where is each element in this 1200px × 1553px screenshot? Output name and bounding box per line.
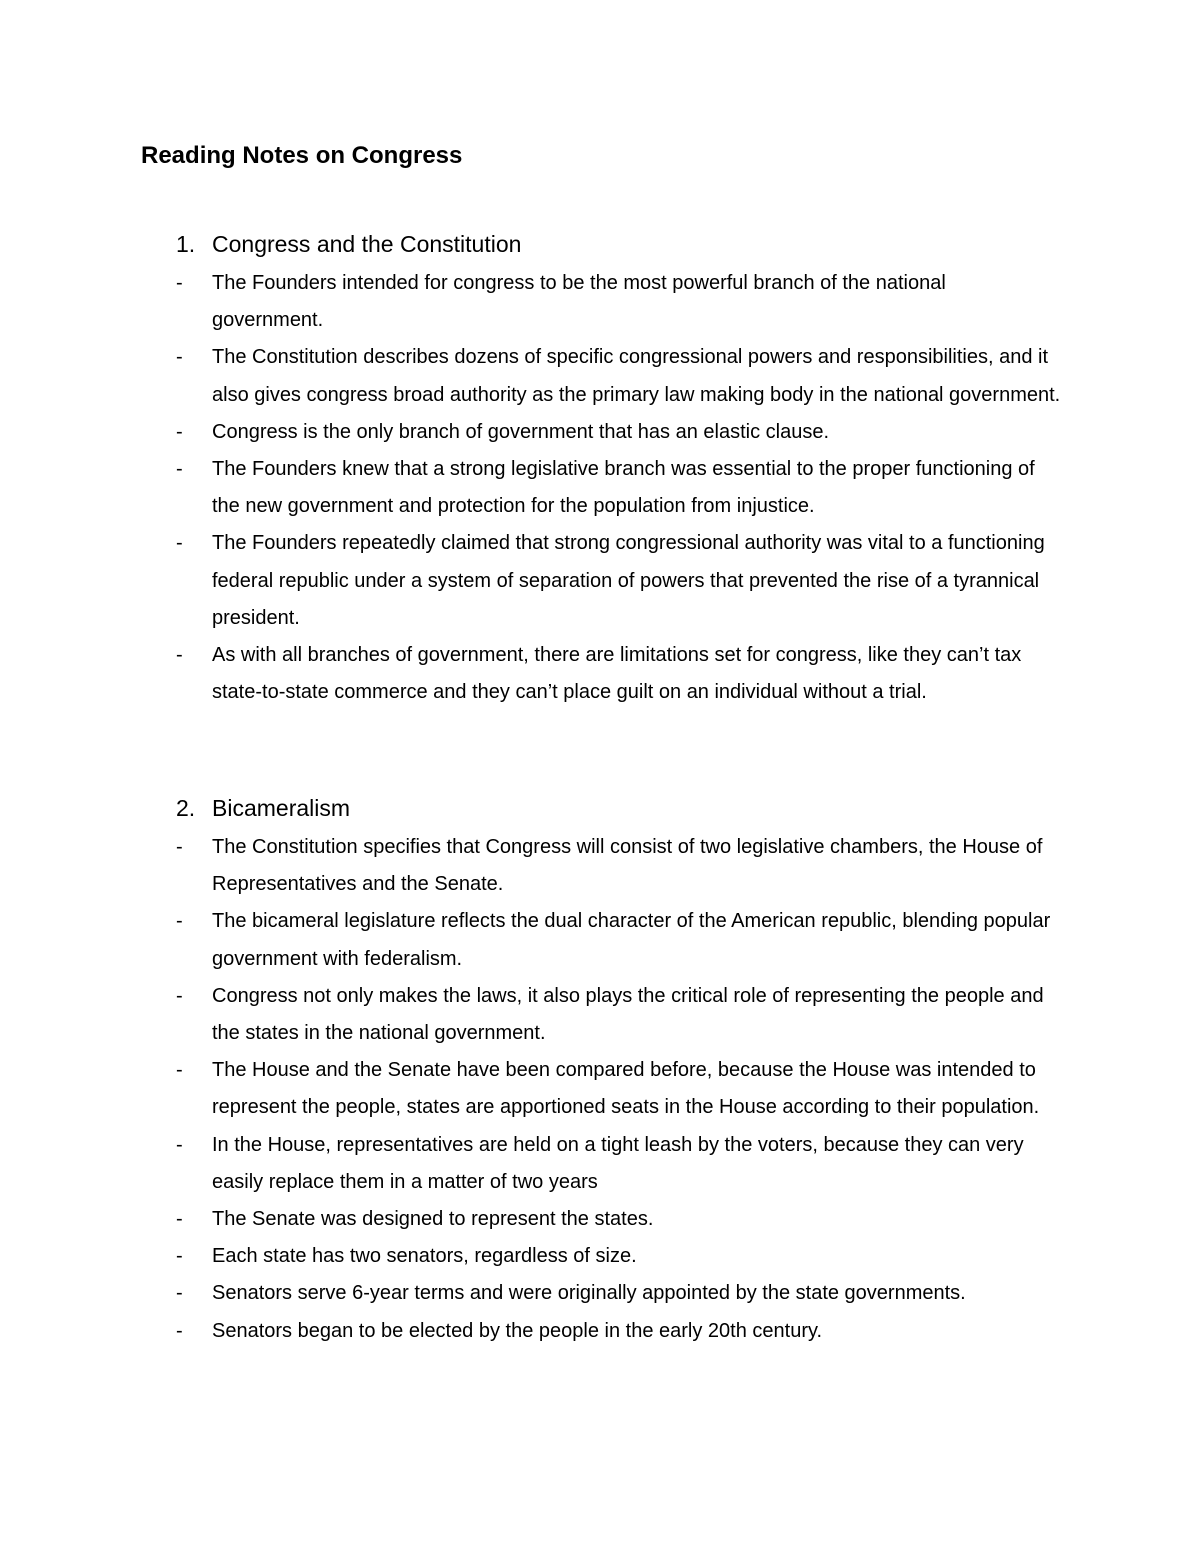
bullet-text: The Constitution specifies that Congress will consist of two legislative chambers, the House of Representatives and the Senate. (212, 836, 1043, 896)
bullet-dash: - (176, 1133, 183, 1156)
list-item (0, 1275, 1062, 1312)
document-title: Reading Notes on Congress (141, 142, 463, 169)
list-item (0, 1201, 1062, 1238)
bullet-list (0, 265, 1200, 711)
bullet-text: The Constitution describes dozens of specific congressional powers and responsibilities, and it also gives congress broad authority as the primary law making body in the national government. (212, 346, 1061, 406)
bullet-text: The bicameral legislature reflects the dual character of the American republic, blending popular government with federalism. (212, 910, 1051, 970)
bullet-text: Congress not only makes the laws, it also plays the critical role of representing the people and the states in the national government. (212, 984, 1044, 1045)
bullet-list (0, 829, 1200, 1350)
bullet-text: The Founders knew that a strong legislative branch was essential to the proper functioning of the new government and protection for the population from injustice. (212, 458, 1035, 518)
bullet-dash: - (176, 1319, 183, 1342)
list-item (0, 829, 1062, 903)
bullet-dash: - (176, 420, 183, 443)
bullet-dash: - (176, 1059, 183, 1082)
section-heading (0, 790, 1200, 826)
list-item (0, 1313, 1062, 1350)
list-item (0, 1052, 1062, 1126)
bullet-text: Each state has two senators, regardless of size. (212, 1245, 637, 1268)
list-item (0, 451, 1062, 525)
bullet-text: The Senate was designed to represent the states. (212, 1208, 654, 1231)
bullet-dash: - (176, 1282, 183, 1305)
section-number: 1. (176, 231, 196, 257)
section-title: Congress and the Constitution (212, 231, 522, 257)
section-title: Bicameralism (212, 795, 351, 821)
list-item (0, 265, 1062, 339)
list-item (0, 414, 1062, 451)
bullet-dash: - (176, 910, 183, 933)
section-number: 2. (176, 795, 196, 821)
bullet-text: The Founders intended for congress to be the most powerful branch of the national government. (212, 272, 946, 332)
bullet-dash: - (176, 458, 183, 481)
bullet-text: As with all branches of government, there are limitations set for congress, like they can’t tax state-to-state commerce and they can’t place guilt on an individual without a trial. (212, 644, 1022, 704)
list-item (0, 637, 1062, 711)
bullet-dash: - (176, 346, 183, 369)
list-item (0, 339, 1062, 413)
list-item (0, 978, 1062, 1052)
list-item (0, 903, 1062, 977)
bullet-dash: - (176, 532, 183, 555)
bullet-text: Senators began to be elected by the people in the early 20th century. (212, 1319, 823, 1342)
section-heading (0, 226, 1200, 262)
bullet-text: Senators serve 6-year terms and were originally appointed by the state governments. (212, 1282, 966, 1305)
bullet-text: The House and the Senate have been compared before, because the House was intended to represent the people, states are apportioned seats in the House according to their population. (212, 1059, 1040, 1119)
list-item (0, 1238, 1062, 1275)
bullet-dash: - (176, 1245, 183, 1268)
bullet-dash: - (176, 272, 183, 294)
bullet-dash: - (176, 1208, 183, 1231)
bullet-text: Congress is the only branch of government that has an elastic clause. (212, 420, 830, 443)
bullet-text: The Founders repeatedly claimed that strong congressional authority was vital to a functioning federal republic under a system of separation of powers that prevented the rise of a tyrannical president. (212, 532, 1045, 629)
list-item (0, 1127, 1062, 1201)
section-bicameralism (0, 790, 1200, 1350)
bullet-dash: - (176, 644, 183, 667)
bullet-dash: - (176, 836, 183, 858)
bullet-text: In the House, representatives are held on a tight leash by the voters, because they can very easily replace them in a matter of two years (212, 1133, 1024, 1193)
bullet-dash: - (176, 984, 183, 1007)
list-item (0, 525, 1062, 637)
section-congress-and-constitution (0, 226, 1200, 711)
